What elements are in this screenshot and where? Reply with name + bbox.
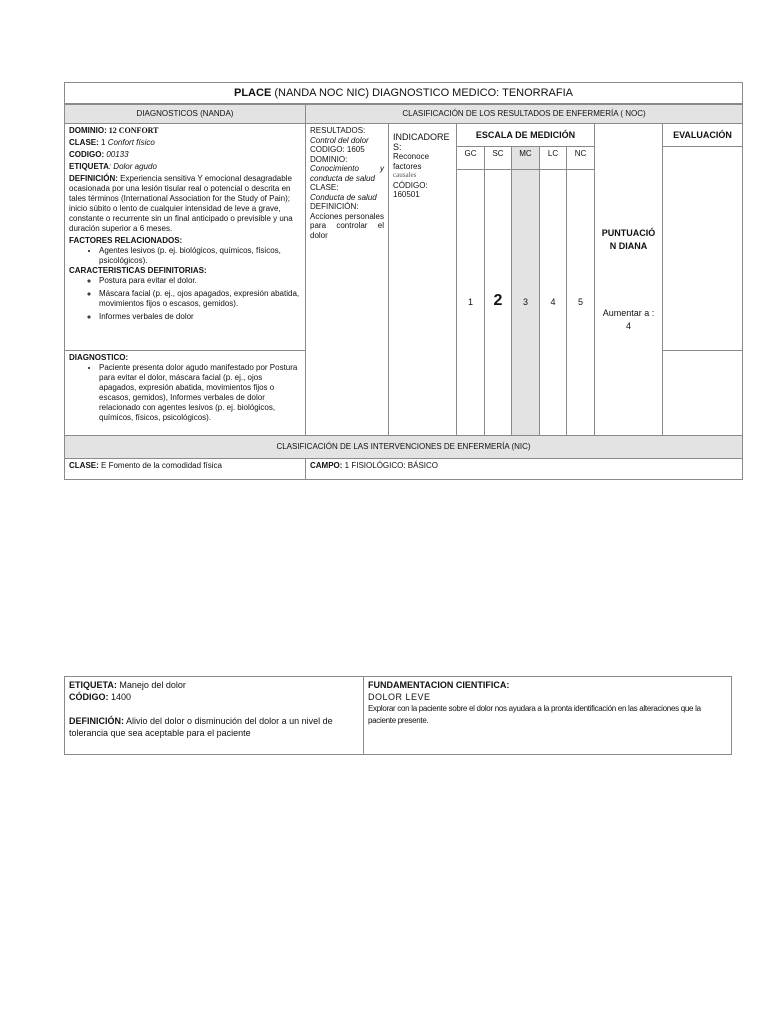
indicadores-value1: Reconoce factores [393,152,430,171]
bottom-codigo-value: 1400 [108,692,132,702]
indicadores-value2: causales [393,171,417,179]
factor-item: • Agentes lesivos (p. ej. biológicos, químicos, físicos, psicológicos). [99,246,301,266]
definicion-label: DEFINICIÓN: [69,174,118,183]
caracteristica-item: ◦ Máscara facial (p. ej., ojos apagados, expresión abatida, movimientos fijos o escasos, gemidos). [99,289,301,309]
aumentar-label: Aumentar a : 4 [602,308,655,331]
escala-value-2: 2 [484,169,512,436]
indicadores-label: INDICADORE S: [393,132,450,152]
definicion-block [69,174,301,184]
diagnostico-list [69,363,301,423]
noc-codigo: CODIGO: 1605 [310,145,365,154]
caracteristica-item: ◦ Informes verbales de dolor [99,312,301,322]
diagnostico-item: • Paciente presenta dolor agudo manifestado por Postura para evitar el dolor, máscara facial (p. ej., ojos apagados, expresión abatida, movimientos fijos o escasos, gemidos), Informes verbales de dolor relacionado con agentes lesivos (p. ej. biológicos, químicos, físicos, psicológicos). [99,363,301,423]
definicion-rest: ocasionada por una lesión tisular real o potencial o descrita en tales términos (International Association for the Study of Pain); inicio súbito o lento de cualquier intensidad de leve a grave, constante o recurrente sin un final anticipado o previsible y una duración superior a 6 meses. [69,184,293,233]
clase-line [69,138,301,148]
caracteristicas-list [69,276,301,322]
noc-clase-label: CLASE: [310,183,339,192]
nic-clase-label: CLASE: [69,461,99,470]
nic-clase-value: E Fomento de la comodidad física [98,461,222,470]
factores-label: FACTORES RELACIONADOS: [69,236,183,245]
escala-value-5: 5 [566,169,595,436]
bottom-definicion-value: Alivio del dolor o disminución del dolor a un nivel de tolerancia que sea aceptable para el paciente [69,716,333,738]
noc-heading: CLASIFICACIÓN DE LOS RESULTADOS DE ENFERMERÍA ( NOC) [305,104,743,124]
escala-col-nc: NC [566,146,595,170]
fundamentacion-text: Explorar con la paciente sobre el dolor nos ayudara a la pronta identificación en las alteraciones que la paciente presente. [368,704,701,725]
resultados-label: RESULTADOS: [310,126,366,135]
fundamentacion-sub: DOLOR LEVE [368,692,431,702]
clase-value: Confort físico [107,138,155,147]
bottom-codigo-label: CÓDIGO: [69,692,109,702]
noc-definicion-label: DEFINICIÓN: [310,202,359,211]
noc-definicion-value: Acciones personales para controlar el dolor [310,211,384,240]
caracteristicas-label: CARACTERISTICAS DEFINITORIAS: [69,266,207,275]
clase-label: CLASE: [69,138,99,147]
nanda-heading: DIAGNOSTICOS (NANDA) [64,104,306,124]
indicadores-codigo-label: CÓDIGO: [393,180,428,190]
escala-col-sc: SC [484,146,512,170]
escala-col-mc: MC [511,146,540,170]
escala-value-1: 1 [456,169,485,436]
resultados-value: Control del dolor [310,135,369,145]
noc-dominio-label: DOMINIO: [310,154,348,164]
caracteristica-item: ◦ Postura para evitar el dolor. [99,276,301,286]
codigo-line [69,150,301,160]
intervencion-cell [64,676,364,755]
escala-heading: ESCALA DE MEDICIÓN [456,123,595,147]
escala-col-lc: LC [539,146,567,170]
definicion-line1: Experiencia sensitiva Y emocional desagradable [117,174,292,183]
escala-col-gc: GC [456,146,485,170]
nic-clase-cell [64,458,306,480]
noc-resultados-cell [305,123,389,436]
diagnostico-label: DIAGNOSTICO: [69,353,129,362]
codigo-label: CODIGO: [69,150,105,159]
diagnostico-cell [64,350,306,436]
puntuacion-cell [594,123,663,436]
dominio-line [69,126,301,136]
factores-list [69,246,301,266]
bottom-etiqueta-line [69,679,359,691]
nic-campo-label: CAMPO: [310,461,343,470]
dominio-label: DOMINIO: [69,126,107,135]
fundamentacion-cell [363,676,732,755]
bottom-definicion-label: DEFINICIÓN: [69,716,124,726]
escala-value-3: 3 [511,169,540,436]
nic-campo-cell [305,458,743,480]
title-rest: (NANDA NOC NIC) DIAGNOSTICO MEDICO: TENORRAFIA [271,87,573,99]
nanda-cell [64,123,306,351]
evaluacion-heading: EVALUACIÓN [662,123,743,147]
bottom-etiqueta-label: ETIQUETA: [69,680,117,690]
dominio-value: 12 CONFORT [106,126,159,135]
evaluacion-cell-2 [662,350,743,436]
evaluacion-cell-1 [662,146,743,351]
noc-dominio-value: Conocimiento y conducta de salud [310,164,384,183]
etiqueta-label: ETIQUETA [69,162,109,171]
clase-num: 1 [98,138,108,147]
nic-heading: CLASIFICACIÓN DE LAS INTERVENCIONES DE ENFERMERÍA (NIC) [64,435,743,459]
escala-value-4: 4 [539,169,567,436]
title-bold: PLACE [234,87,272,99]
bottom-etiqueta-value: Manejo del dolor [116,680,186,690]
title-row [64,82,743,104]
etiqueta-value: : Dolor agudo [108,162,157,171]
etiqueta-line [69,162,301,172]
codigo-value: 00133 [104,150,129,159]
bottom-definicion-line [69,715,359,739]
bottom-codigo-line [69,691,359,703]
noc-clase-value: Conducta de salud [310,192,377,202]
fundamentacion-label: FUNDAMENTACION CIENTIFICA: [368,680,510,690]
nic-campo-value: 1 FISIOLÓGICO: BÁSICO [342,461,439,470]
indicadores-cell [388,123,457,436]
indicadores-codigo-value: 160501 [393,190,420,199]
puntuacion-label: PUNTUACIÓ N DIANA [601,228,656,251]
